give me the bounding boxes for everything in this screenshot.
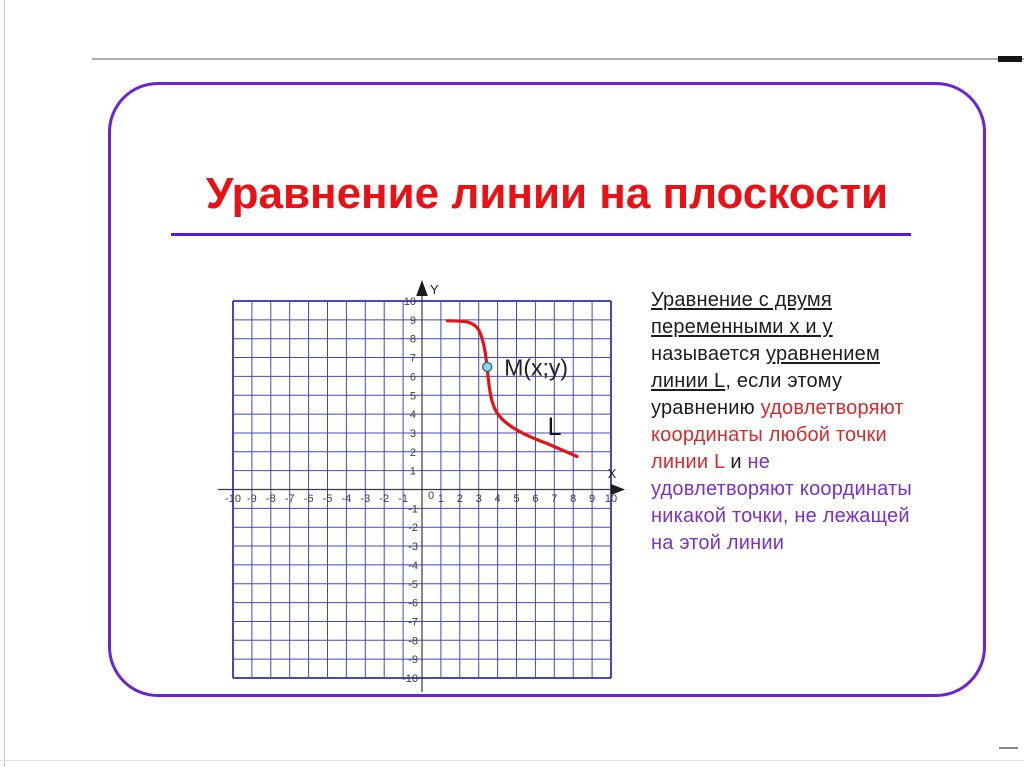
- text-segment: никакой точки, не лежащей: [651, 505, 910, 527]
- text-line: [651, 530, 969, 557]
- text-segment: на этой линии: [651, 532, 785, 554]
- content-card: [108, 82, 986, 697]
- y-tick-label: 4: [409, 409, 416, 422]
- text-segment: уравнению: [651, 397, 761, 419]
- y-tick-label: -2: [408, 522, 418, 535]
- x-tick-label: -3: [360, 493, 371, 505]
- text-line: [651, 449, 969, 476]
- x-tick-label: 8: [570, 493, 577, 505]
- y-tick-label: -5: [408, 578, 418, 591]
- y-tick-label: 10: [403, 296, 416, 308]
- y-tick-label: -7: [408, 616, 418, 629]
- text-line: [651, 422, 969, 449]
- left-edge-line: [4, 0, 5, 767]
- text-segment: линии L: [651, 451, 725, 473]
- bottom-right-dash: [999, 747, 1018, 749]
- text-line: [651, 287, 969, 314]
- top-rule-line: [92, 58, 1024, 60]
- x-tick-label: 6: [532, 493, 539, 505]
- x-tick-label: -4: [341, 493, 352, 505]
- y-tick-label: 1: [409, 465, 416, 478]
- bottom-edge-line: [0, 760, 1024, 761]
- point-marker: [483, 362, 492, 371]
- text-segment: , если этому: [725, 370, 843, 392]
- y-tick-label: -1: [408, 503, 418, 516]
- text-line: [651, 368, 969, 395]
- text-segment: координаты любой точки: [651, 424, 887, 446]
- x-tick-label: -7: [284, 493, 295, 505]
- text-segment: называется: [651, 343, 766, 365]
- x-tick-label: -9: [247, 493, 257, 505]
- y-tick-label: 5: [409, 390, 416, 403]
- x-tick-label: -8: [265, 493, 276, 505]
- text-line: [651, 503, 969, 530]
- y-tick-label: -9: [408, 654, 418, 667]
- text-line: [651, 341, 969, 368]
- text-line: [651, 314, 969, 341]
- x-tick-label: 10: [604, 493, 618, 505]
- text-segment: не: [747, 451, 771, 473]
- point-label: M(x;y): [504, 354, 569, 381]
- x-tick-label: 2: [456, 493, 463, 505]
- x-tick-label: -2: [379, 493, 390, 505]
- text-segment: уравнением: [766, 343, 880, 365]
- text-segment: и: [724, 451, 748, 473]
- y-tick-label: -4: [408, 559, 418, 572]
- x-tick-label: 7: [551, 493, 558, 505]
- text-segment: Уравнение с двумя: [651, 289, 832, 311]
- x-tick-label: -5: [322, 493, 333, 505]
- definition-text: [651, 287, 969, 557]
- text-segment: удовлетворяют координаты: [651, 478, 912, 500]
- page-title: Уравнение линии на плоскости: [205, 169, 889, 218]
- text-segment: удовлетворяют: [760, 397, 904, 419]
- y-axis-label: Y: [430, 282, 439, 297]
- x-tick-label: 5: [513, 493, 520, 505]
- top-right-dash: [998, 56, 1022, 62]
- y-tick-label: -10: [402, 673, 418, 685]
- x-tick-label: 3: [475, 493, 482, 505]
- x-tick-label: 0: [427, 490, 435, 502]
- text-line: [651, 395, 969, 422]
- y-axis-arrow-icon: [416, 280, 428, 296]
- y-tick-label: -8: [408, 635, 418, 648]
- curve-label: L: [547, 412, 562, 441]
- y-tick-label: 2: [409, 446, 416, 459]
- y-tick-label: -3: [408, 541, 418, 554]
- text-line: [651, 476, 969, 503]
- text-segment: линии L: [651, 370, 726, 392]
- y-tick-label: 7: [409, 352, 416, 365]
- y-tick-label: 6: [409, 371, 416, 384]
- x-tick-label: 4: [494, 493, 501, 505]
- y-tick-label: 8: [409, 333, 416, 346]
- title-underline: [171, 233, 911, 236]
- x-tick-label: 9: [589, 493, 596, 505]
- x-tick-label: 1: [437, 493, 444, 505]
- y-tick-label: -6: [408, 597, 418, 610]
- coordinate-plane-chart: [208, 271, 628, 696]
- x-tick-label: -10: [225, 493, 241, 505]
- x-tick-label: -1: [398, 493, 408, 505]
- y-tick-label: 3: [409, 427, 416, 440]
- x-axis-label: X: [607, 466, 617, 481]
- x-tick-label: -6: [303, 493, 314, 505]
- text-segment: переменными x и y: [651, 316, 833, 338]
- y-tick-label: 9: [409, 314, 416, 327]
